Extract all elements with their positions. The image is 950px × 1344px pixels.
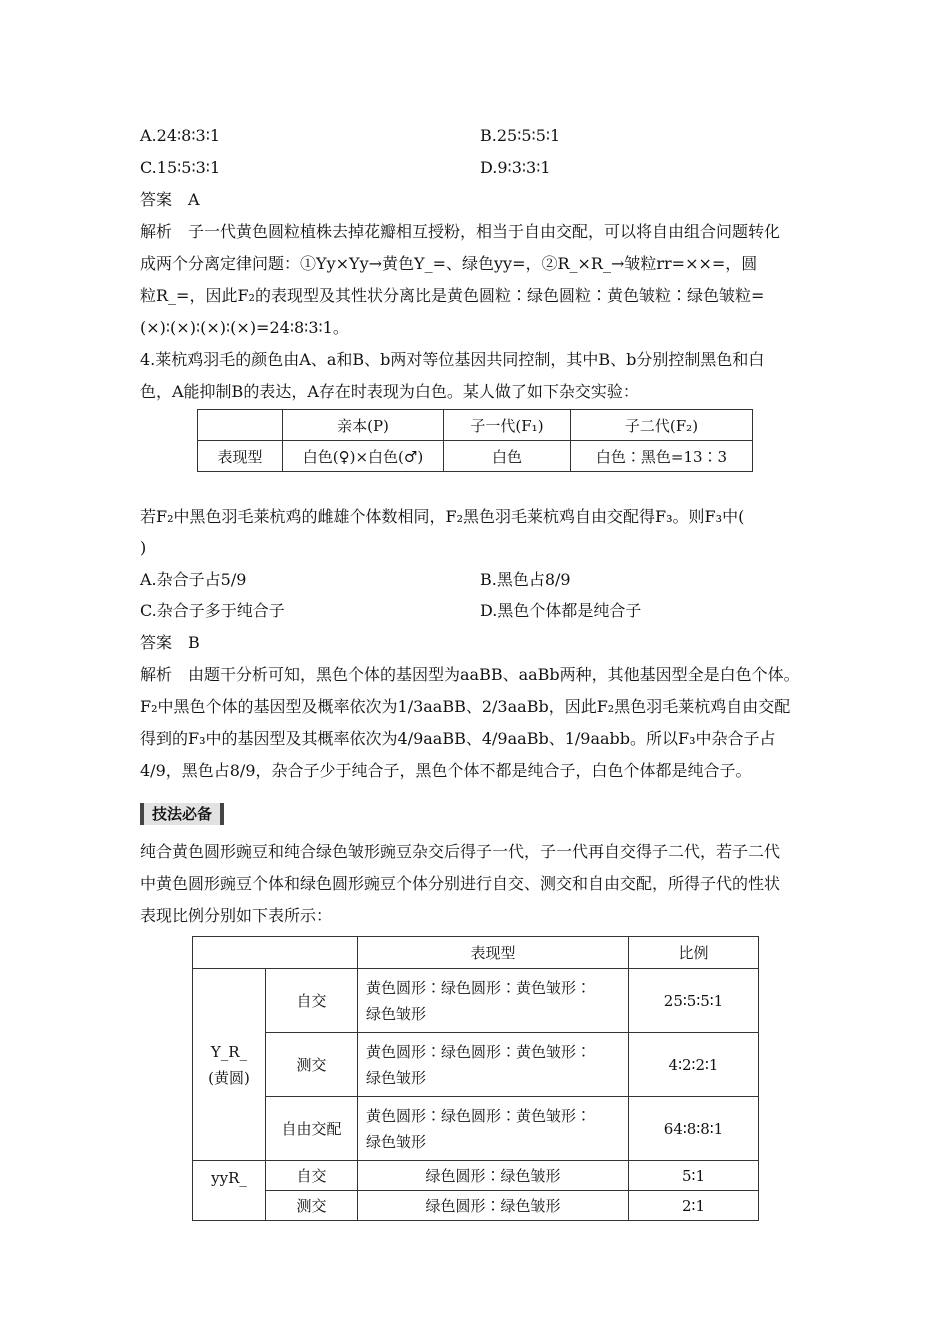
q4-option-d: D.黑色个体都是纯合子 <box>480 601 642 620</box>
table-cell: 白色∶黑色=13∶3 <box>571 441 753 472</box>
ratio-cell: 5∶1 <box>629 1161 759 1191</box>
q3-analysis-line: (×)∶(×)∶(×)∶(×)=24∶8∶3∶1。 <box>140 318 349 337</box>
q4-stem-line: 色，A能抑制B的表达，A存在时表现为白色。某人做了如下杂交实验： <box>140 382 639 401</box>
q3-analysis-line: 解析 子一代黄色圆粒植株去掉花瓣相互授粉，相当于自由交配，可以将自由组合问题转化 <box>140 222 781 241</box>
genotype-group-cell <box>193 969 266 1161</box>
q4-question-line: 若F₂中黑色羽毛莱杭鸡的雌雄个体数相同，F₂黑色羽毛莱杭鸡自由交配得F₃。则F₃中( <box>140 507 745 526</box>
phenotype-line: 黄色圆形∶绿色圆形∶黄色皱形∶ <box>366 978 592 997</box>
q4-analysis-line: 4/9，黑色占8/9，杂合子少于纯合子，黑色个体不都是纯合子，白色个体都是纯合子。 <box>140 761 752 780</box>
q4-cross-table <box>197 409 753 472</box>
phenotype-cell <box>358 1033 629 1097</box>
mating-method-cell: 自由交配 <box>266 1097 358 1161</box>
q4-question-line: ) <box>140 538 147 557</box>
q4-analysis-line: 得到的F₃中的基因型及其概率依次为4/9aaBB、4/9aaBb、1/9aabb。所以F₃中杂合子占 <box>140 729 776 748</box>
q3-option-d: D.9∶3∶3∶1 <box>480 158 551 177</box>
q4-stem-line: 4.莱杭鸡羽毛的颜色由A、a和B、b两对等位基因共同控制，其中B、b分别控制黑色和白 <box>140 350 765 369</box>
q4-option-c: C.杂合子多于纯合子 <box>140 601 285 620</box>
phenotype-cell <box>358 1097 629 1161</box>
skills-intro-line: 中黄色圆形豌豆个体和绿色圆形豌豆个体分别进行自交、测交和自由交配，所得子代的性状 <box>140 874 781 893</box>
phenotype-cell: 绿色圆形∶绿色皱形 <box>358 1161 629 1191</box>
phenotype-line: 黄色圆形∶绿色圆形∶黄色皱形∶ <box>366 1106 592 1125</box>
table-header-cell: 子二代(F₂) <box>571 410 753 441</box>
genotype-label: Y_R_ <box>210 1042 248 1061</box>
q4-analysis-line: F₂中黑色个体的基因型及概率依次为1/3aaBB、2/3aaBb，因此F₂黑色羽毛莱杭鸡自由交配 <box>140 697 791 716</box>
table-cell: 白色 <box>444 441 571 472</box>
mating-method-cell: 自交 <box>266 969 358 1033</box>
table-header-cell: 表现型 <box>358 937 629 969</box>
q3-analysis-line: 粒R_=，因此F₂的表现型及其性状分离比是黄色圆粒∶绿色圆粒∶黄色皱粒∶绿色皱粒= <box>140 286 765 305</box>
q3-option-b: B.25∶5∶5∶1 <box>480 126 561 145</box>
table-header-cell: 亲本(P) <box>283 410 444 441</box>
table-header-cell <box>198 410 283 441</box>
skills-intro-line: 纯合黄色圆形豌豆和纯合绿色皱形豌豆杂交后得子一代，子一代再自交得子二代，若子二代 <box>140 842 781 861</box>
ratio-cell: 64∶8∶8∶1 <box>629 1097 759 1161</box>
genotype-group-cell <box>193 1161 266 1221</box>
phenotype-line: 绿色皱形 <box>366 1004 427 1023</box>
table-cell: 表现型 <box>198 441 283 472</box>
table-header-cell: 子一代(F₁) <box>444 410 571 441</box>
q4-option-b: B.黑色占8/9 <box>480 570 571 589</box>
phenotype-line: 绿色皱形 <box>366 1068 427 1087</box>
q3-option-c: C.15∶5∶3∶1 <box>140 158 221 177</box>
q4-answer: 答案 B <box>140 633 200 652</box>
phenotype-cell: 绿色圆形∶绿色皱形 <box>358 1191 629 1221</box>
table-cell: 白色(♀)×白色(♂) <box>283 441 444 472</box>
mating-method-cell: 测交 <box>266 1191 358 1221</box>
ratio-cell: 4∶2∶2∶1 <box>629 1033 759 1097</box>
q3-answer: 答案 A <box>140 190 200 209</box>
q4-analysis-line: 解析 由题干分析可知，黑色个体的基因型为aaBB、aaBb两种，其他基因型全是白色个体。 <box>140 665 800 684</box>
q4-option-a: A.杂合子占5/9 <box>140 570 247 589</box>
offspring-ratio-table <box>192 936 759 1221</box>
table-corner-cell <box>193 937 358 969</box>
mating-method-cell: 测交 <box>266 1033 358 1097</box>
phenotype-line: 黄色圆形∶绿色圆形∶黄色皱形∶ <box>366 1042 592 1061</box>
q3-option-a: A.24∶8∶3∶1 <box>140 126 221 145</box>
phenotype-cell <box>358 969 629 1033</box>
skills-intro-line: 表现比例分别如下表所示： <box>140 906 333 925</box>
section-tag: 技法必备 <box>140 803 224 825</box>
genotype-sublabel: (黄圆) <box>208 1068 250 1087</box>
mating-method-cell: 自交 <box>266 1161 358 1191</box>
ratio-cell: 2∶1 <box>629 1191 759 1221</box>
table-header-cell: 比例 <box>629 937 759 969</box>
q3-analysis-line: 成两个分离定律问题：①Yy×Yy→黄色Y_=、绿色yy=，②R_×R_→皱粒rr=××=，圆 <box>140 254 758 273</box>
phenotype-line: 绿色皱形 <box>366 1132 427 1151</box>
genotype-label: yyR_ <box>211 1168 247 1187</box>
ratio-cell: 25∶5∶5∶1 <box>629 969 759 1033</box>
